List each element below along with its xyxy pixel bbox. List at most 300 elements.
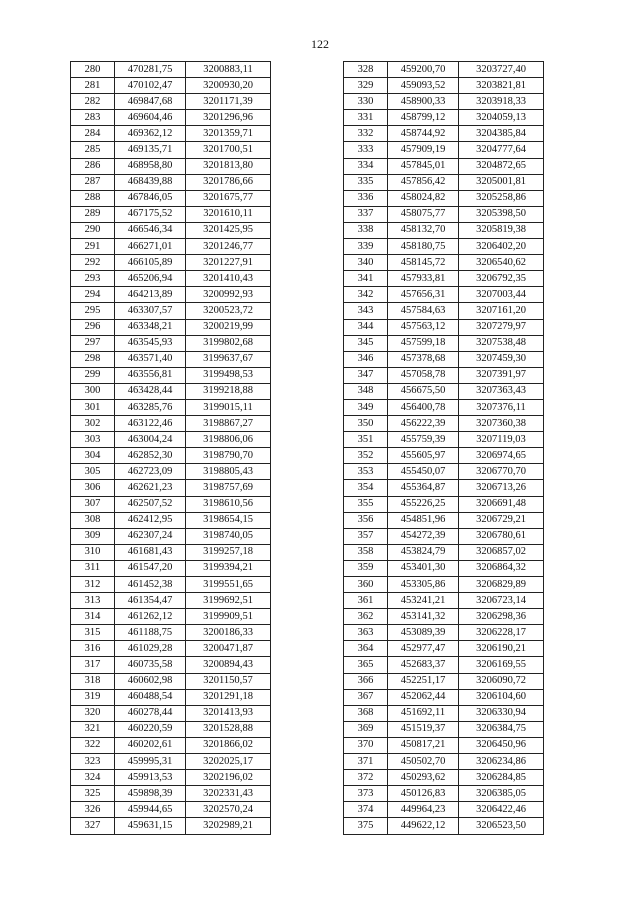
table-row — [344, 383, 544, 399]
point-number-cell: 286 — [71, 158, 115, 174]
table-row — [344, 770, 544, 786]
y-coordinate-cell: 3206284,85 — [459, 770, 544, 786]
point-number-cell: 358 — [344, 544, 388, 560]
point-number-cell: 312 — [71, 577, 115, 593]
y-coordinate-cell: 3199015,11 — [186, 399, 271, 415]
point-number-cell: 360 — [344, 577, 388, 593]
y-coordinate-cell: 3205819,38 — [459, 222, 544, 238]
point-number-cell: 325 — [71, 786, 115, 802]
point-number-cell: 297 — [71, 335, 115, 351]
y-coordinate-cell: 3201700,51 — [186, 142, 271, 158]
x-coordinate-cell: 461547,20 — [115, 560, 186, 576]
y-coordinate-cell: 3201410,43 — [186, 271, 271, 287]
point-number-cell: 283 — [71, 110, 115, 126]
point-number-cell: 336 — [344, 190, 388, 206]
table-row — [71, 689, 271, 705]
y-coordinate-cell: 3201813,80 — [186, 158, 271, 174]
x-coordinate-cell: 457378,68 — [388, 351, 459, 367]
point-number-cell: 302 — [71, 416, 115, 432]
point-number-cell: 366 — [344, 673, 388, 689]
y-coordinate-cell: 3200883,11 — [186, 62, 271, 78]
x-coordinate-cell: 460488,54 — [115, 689, 186, 705]
x-coordinate-cell: 458075,77 — [388, 206, 459, 222]
table-row — [71, 206, 271, 222]
x-coordinate-cell: 459995,31 — [115, 754, 186, 770]
table-row — [71, 512, 271, 528]
table-row — [71, 142, 271, 158]
table-row — [344, 110, 544, 126]
table-row — [71, 786, 271, 802]
table-row — [71, 609, 271, 625]
point-number-cell: 290 — [71, 222, 115, 238]
table-row — [344, 609, 544, 625]
table-row — [71, 367, 271, 383]
point-number-cell: 326 — [71, 802, 115, 818]
table-row — [71, 560, 271, 576]
x-coordinate-cell: 453089,39 — [388, 625, 459, 641]
y-coordinate-cell: 3204385,84 — [459, 126, 544, 142]
y-coordinate-cell: 3205398,50 — [459, 206, 544, 222]
table-row — [71, 737, 271, 753]
table-row — [344, 721, 544, 737]
point-number-cell: 361 — [344, 593, 388, 609]
coordinates-table-left — [70, 61, 271, 835]
y-coordinate-cell: 3206169,55 — [459, 657, 544, 673]
table-row — [344, 416, 544, 432]
x-coordinate-cell: 462621,23 — [115, 480, 186, 496]
x-coordinate-cell: 460735,58 — [115, 657, 186, 673]
x-coordinate-cell: 458145,72 — [388, 255, 459, 271]
y-coordinate-cell: 3201296,96 — [186, 110, 271, 126]
point-number-cell: 294 — [71, 287, 115, 303]
table-row — [344, 818, 544, 834]
table-row — [71, 255, 271, 271]
x-coordinate-cell: 457933,81 — [388, 271, 459, 287]
x-coordinate-cell: 461354,47 — [115, 593, 186, 609]
y-coordinate-cell: 3206857,02 — [459, 544, 544, 560]
y-coordinate-cell: 3201528,88 — [186, 721, 271, 737]
y-coordinate-cell: 3201246,77 — [186, 239, 271, 255]
table-row — [71, 448, 271, 464]
table-row — [71, 78, 271, 94]
point-number-cell: 288 — [71, 190, 115, 206]
table-row — [71, 577, 271, 593]
table-row — [71, 754, 271, 770]
x-coordinate-cell: 463285,76 — [115, 399, 186, 415]
x-coordinate-cell: 469135,71 — [115, 142, 186, 158]
point-number-cell: 316 — [71, 641, 115, 657]
point-number-cell: 285 — [71, 142, 115, 158]
table-row — [344, 786, 544, 802]
page-number: 122 — [311, 37, 329, 51]
table-row — [344, 673, 544, 689]
point-number-cell: 291 — [71, 239, 115, 255]
point-number-cell: 321 — [71, 721, 115, 737]
point-number-cell: 346 — [344, 351, 388, 367]
x-coordinate-cell: 470281,75 — [115, 62, 186, 78]
table-row — [344, 512, 544, 528]
table-row — [344, 544, 544, 560]
y-coordinate-cell: 3206298,36 — [459, 609, 544, 625]
table-row — [344, 432, 544, 448]
y-coordinate-cell: 3206234,86 — [459, 754, 544, 770]
x-coordinate-cell: 458900,33 — [388, 94, 459, 110]
y-coordinate-cell: 3201413,93 — [186, 705, 271, 721]
x-coordinate-cell: 463428,44 — [115, 383, 186, 399]
y-coordinate-cell: 3206691,48 — [459, 496, 544, 512]
table-row — [344, 142, 544, 158]
point-number-cell: 341 — [344, 271, 388, 287]
table-row — [71, 432, 271, 448]
table-row — [71, 158, 271, 174]
table-row — [344, 577, 544, 593]
table-row — [71, 62, 271, 78]
point-number-cell: 370 — [344, 737, 388, 753]
point-number-cell: 344 — [344, 319, 388, 335]
y-coordinate-cell: 3206450,96 — [459, 737, 544, 753]
x-coordinate-cell: 469847,68 — [115, 94, 186, 110]
point-number-cell: 337 — [344, 206, 388, 222]
x-coordinate-cell: 457584,63 — [388, 303, 459, 319]
point-number-cell: 356 — [344, 512, 388, 528]
x-coordinate-cell: 461029,28 — [115, 641, 186, 657]
point-number-cell: 287 — [71, 174, 115, 190]
table-row — [71, 351, 271, 367]
x-coordinate-cell: 452062,44 — [388, 689, 459, 705]
x-coordinate-cell: 459898,39 — [115, 786, 186, 802]
y-coordinate-cell: 3204872,65 — [459, 158, 544, 174]
point-number-cell: 351 — [344, 432, 388, 448]
table-row — [71, 480, 271, 496]
table-row — [344, 271, 544, 287]
y-coordinate-cell: 3206422,46 — [459, 802, 544, 818]
point-number-cell: 319 — [71, 689, 115, 705]
table-row — [71, 673, 271, 689]
y-coordinate-cell: 3207459,30 — [459, 351, 544, 367]
y-coordinate-cell: 3206523,50 — [459, 818, 544, 834]
y-coordinate-cell: 3198654,15 — [186, 512, 271, 528]
x-coordinate-cell: 463571,40 — [115, 351, 186, 367]
y-coordinate-cell: 3207363,43 — [459, 383, 544, 399]
point-number-cell: 367 — [344, 689, 388, 705]
x-coordinate-cell: 463307,57 — [115, 303, 186, 319]
x-coordinate-cell: 460602,98 — [115, 673, 186, 689]
point-number-cell: 298 — [71, 351, 115, 367]
x-coordinate-cell: 469604,46 — [115, 110, 186, 126]
y-coordinate-cell: 3206540,62 — [459, 255, 544, 271]
point-number-cell: 282 — [71, 94, 115, 110]
table-row — [71, 641, 271, 657]
x-coordinate-cell: 460220,59 — [115, 721, 186, 737]
x-coordinate-cell: 463122,46 — [115, 416, 186, 432]
x-coordinate-cell: 466271,01 — [115, 239, 186, 255]
point-number-cell: 368 — [344, 705, 388, 721]
table-row — [344, 705, 544, 721]
x-coordinate-cell: 454851,96 — [388, 512, 459, 528]
x-coordinate-cell: 457058,78 — [388, 367, 459, 383]
x-coordinate-cell: 468439,88 — [115, 174, 186, 190]
x-coordinate-cell: 462852,30 — [115, 448, 186, 464]
table-row — [71, 625, 271, 641]
table-row — [344, 239, 544, 255]
x-coordinate-cell: 452977,47 — [388, 641, 459, 657]
point-number-cell: 372 — [344, 770, 388, 786]
x-coordinate-cell: 455605,97 — [388, 448, 459, 464]
y-coordinate-cell: 3206104,60 — [459, 689, 544, 705]
point-number-cell: 334 — [344, 158, 388, 174]
y-coordinate-cell: 3201610,11 — [186, 206, 271, 222]
y-coordinate-cell: 3201675,77 — [186, 190, 271, 206]
x-coordinate-cell: 462507,52 — [115, 496, 186, 512]
y-coordinate-cell: 3201786,66 — [186, 174, 271, 190]
point-number-cell: 324 — [71, 770, 115, 786]
table-row — [344, 689, 544, 705]
y-coordinate-cell: 3206385,05 — [459, 786, 544, 802]
point-number-cell: 359 — [344, 560, 388, 576]
point-number-cell: 281 — [71, 78, 115, 94]
table-row — [344, 754, 544, 770]
x-coordinate-cell: 467846,05 — [115, 190, 186, 206]
y-coordinate-cell: 3199637,67 — [186, 351, 271, 367]
y-coordinate-cell: 3201291,18 — [186, 689, 271, 705]
point-number-cell: 335 — [344, 174, 388, 190]
x-coordinate-cell: 453824,79 — [388, 544, 459, 560]
y-coordinate-cell: 3207003,44 — [459, 287, 544, 303]
x-coordinate-cell: 466546,34 — [115, 222, 186, 238]
y-coordinate-cell: 3199692,51 — [186, 593, 271, 609]
y-coordinate-cell: 3205258,86 — [459, 190, 544, 206]
point-number-cell: 305 — [71, 464, 115, 480]
y-coordinate-cell: 3204059,13 — [459, 110, 544, 126]
point-number-cell: 345 — [344, 335, 388, 351]
table-row — [344, 94, 544, 110]
y-coordinate-cell: 3198867,27 — [186, 416, 271, 432]
table-row — [344, 303, 544, 319]
point-number-cell: 355 — [344, 496, 388, 512]
table-row — [71, 239, 271, 255]
table-row — [71, 496, 271, 512]
x-coordinate-cell: 458799,12 — [388, 110, 459, 126]
x-coordinate-cell: 455226,25 — [388, 496, 459, 512]
point-number-cell: 310 — [71, 544, 115, 560]
y-coordinate-cell: 3198757,69 — [186, 480, 271, 496]
y-coordinate-cell: 3206974,65 — [459, 448, 544, 464]
table-row — [344, 351, 544, 367]
point-number-cell: 295 — [71, 303, 115, 319]
y-coordinate-cell: 3206792,35 — [459, 271, 544, 287]
point-number-cell: 375 — [344, 818, 388, 834]
table-row — [344, 737, 544, 753]
y-coordinate-cell: 3206090,72 — [459, 673, 544, 689]
point-number-cell: 342 — [344, 287, 388, 303]
y-coordinate-cell: 3201425,95 — [186, 222, 271, 238]
x-coordinate-cell: 458024,82 — [388, 190, 459, 206]
y-coordinate-cell: 3206190,21 — [459, 641, 544, 657]
coordinates-table-left-body — [71, 62, 271, 835]
x-coordinate-cell: 449964,23 — [388, 802, 459, 818]
table-row — [71, 705, 271, 721]
point-number-cell: 322 — [71, 737, 115, 753]
y-coordinate-cell: 3207161,20 — [459, 303, 544, 319]
point-number-cell: 371 — [344, 754, 388, 770]
y-coordinate-cell: 3206384,75 — [459, 721, 544, 737]
y-coordinate-cell: 3199909,51 — [186, 609, 271, 625]
x-coordinate-cell: 461452,38 — [115, 577, 186, 593]
x-coordinate-cell: 450293,62 — [388, 770, 459, 786]
point-number-cell: 320 — [71, 705, 115, 721]
y-coordinate-cell: 3201866,02 — [186, 737, 271, 753]
point-number-cell: 309 — [71, 528, 115, 544]
y-coordinate-cell: 3198610,56 — [186, 496, 271, 512]
point-number-cell: 331 — [344, 110, 388, 126]
x-coordinate-cell: 458180,75 — [388, 239, 459, 255]
table-row — [71, 657, 271, 673]
point-number-cell: 308 — [71, 512, 115, 528]
x-coordinate-cell: 449622,12 — [388, 818, 459, 834]
point-number-cell: 347 — [344, 367, 388, 383]
table-row — [344, 222, 544, 238]
point-number-cell: 303 — [71, 432, 115, 448]
x-coordinate-cell: 459913,53 — [115, 770, 186, 786]
table-row — [344, 367, 544, 383]
table-row — [71, 416, 271, 432]
x-coordinate-cell: 458132,70 — [388, 222, 459, 238]
table-row — [71, 303, 271, 319]
table-row — [344, 190, 544, 206]
table-row — [344, 802, 544, 818]
y-coordinate-cell: 3207360,38 — [459, 416, 544, 432]
y-coordinate-cell: 3207538,48 — [459, 335, 544, 351]
x-coordinate-cell: 457909,19 — [388, 142, 459, 158]
y-coordinate-cell: 3206729,21 — [459, 512, 544, 528]
x-coordinate-cell: 467175,52 — [115, 206, 186, 222]
point-number-cell: 329 — [344, 78, 388, 94]
y-coordinate-cell: 3200930,20 — [186, 78, 271, 94]
table-row — [71, 464, 271, 480]
point-number-cell: 369 — [344, 721, 388, 737]
y-coordinate-cell: 3207119,03 — [459, 432, 544, 448]
point-number-cell: 353 — [344, 464, 388, 480]
point-number-cell: 299 — [71, 367, 115, 383]
x-coordinate-cell: 457599,18 — [388, 335, 459, 351]
table-row — [344, 206, 544, 222]
table-row — [344, 399, 544, 415]
point-number-cell: 296 — [71, 319, 115, 335]
x-coordinate-cell: 468958,80 — [115, 158, 186, 174]
y-coordinate-cell: 3199218,88 — [186, 383, 271, 399]
coordinates-table-right-body — [344, 62, 544, 835]
y-coordinate-cell: 3203918,33 — [459, 94, 544, 110]
table-row — [71, 174, 271, 190]
x-coordinate-cell: 464213,89 — [115, 287, 186, 303]
point-number-cell: 338 — [344, 222, 388, 238]
y-coordinate-cell: 3201150,57 — [186, 673, 271, 689]
point-number-cell: 301 — [71, 399, 115, 415]
table-row — [344, 287, 544, 303]
y-coordinate-cell: 3198806,06 — [186, 432, 271, 448]
point-number-cell: 323 — [71, 754, 115, 770]
x-coordinate-cell: 451692,11 — [388, 705, 459, 721]
y-coordinate-cell: 3207391,97 — [459, 367, 544, 383]
y-coordinate-cell: 3202989,21 — [186, 818, 271, 834]
point-number-cell: 339 — [344, 239, 388, 255]
table-row — [71, 222, 271, 238]
y-coordinate-cell: 3200523,72 — [186, 303, 271, 319]
x-coordinate-cell: 462307,24 — [115, 528, 186, 544]
y-coordinate-cell: 3202196,02 — [186, 770, 271, 786]
x-coordinate-cell: 457563,12 — [388, 319, 459, 335]
table-row — [71, 818, 271, 834]
x-coordinate-cell: 459944,65 — [115, 802, 186, 818]
point-number-cell: 314 — [71, 609, 115, 625]
point-number-cell: 327 — [71, 818, 115, 834]
table-row — [71, 770, 271, 786]
y-coordinate-cell: 3202025,17 — [186, 754, 271, 770]
y-coordinate-cell: 3206723,14 — [459, 593, 544, 609]
y-coordinate-cell: 3199551,65 — [186, 577, 271, 593]
point-number-cell: 307 — [71, 496, 115, 512]
point-number-cell: 333 — [344, 142, 388, 158]
y-coordinate-cell: 3200219,99 — [186, 319, 271, 335]
point-number-cell: 350 — [344, 416, 388, 432]
table-row — [344, 641, 544, 657]
point-number-cell: 315 — [71, 625, 115, 641]
y-coordinate-cell: 3198740,05 — [186, 528, 271, 544]
x-coordinate-cell: 456675,50 — [388, 383, 459, 399]
x-coordinate-cell: 455364,87 — [388, 480, 459, 496]
point-number-cell: 348 — [344, 383, 388, 399]
table-row — [71, 271, 271, 287]
point-number-cell: 318 — [71, 673, 115, 689]
table-row — [71, 802, 271, 818]
x-coordinate-cell: 456222,39 — [388, 416, 459, 432]
y-coordinate-cell: 3201359,71 — [186, 126, 271, 142]
x-coordinate-cell: 452251,17 — [388, 673, 459, 689]
x-coordinate-cell: 463556,81 — [115, 367, 186, 383]
y-coordinate-cell: 3204777,64 — [459, 142, 544, 158]
y-coordinate-cell: 3206330,94 — [459, 705, 544, 721]
x-coordinate-cell: 451519,37 — [388, 721, 459, 737]
x-coordinate-cell: 455450,07 — [388, 464, 459, 480]
point-number-cell: 332 — [344, 126, 388, 142]
point-number-cell: 352 — [344, 448, 388, 464]
y-coordinate-cell: 3206402,20 — [459, 239, 544, 255]
point-number-cell: 328 — [344, 62, 388, 78]
y-coordinate-cell: 3200894,43 — [186, 657, 271, 673]
y-coordinate-cell: 3199257,18 — [186, 544, 271, 560]
x-coordinate-cell: 453305,86 — [388, 577, 459, 593]
point-number-cell: 349 — [344, 399, 388, 415]
table-row — [71, 126, 271, 142]
y-coordinate-cell: 3206829,89 — [459, 577, 544, 593]
table-row — [71, 528, 271, 544]
y-coordinate-cell: 3205001,81 — [459, 174, 544, 190]
table-row — [344, 464, 544, 480]
x-coordinate-cell: 453241,21 — [388, 593, 459, 609]
point-number-cell: 374 — [344, 802, 388, 818]
table-row — [71, 335, 271, 351]
point-number-cell: 300 — [71, 383, 115, 399]
y-coordinate-cell: 3199394,21 — [186, 560, 271, 576]
x-coordinate-cell: 454272,39 — [388, 528, 459, 544]
x-coordinate-cell: 457845,01 — [388, 158, 459, 174]
y-coordinate-cell: 3199498,53 — [186, 367, 271, 383]
table-row — [344, 496, 544, 512]
table-row — [344, 255, 544, 271]
point-number-cell: 373 — [344, 786, 388, 802]
table-row — [344, 448, 544, 464]
table-row — [71, 287, 271, 303]
